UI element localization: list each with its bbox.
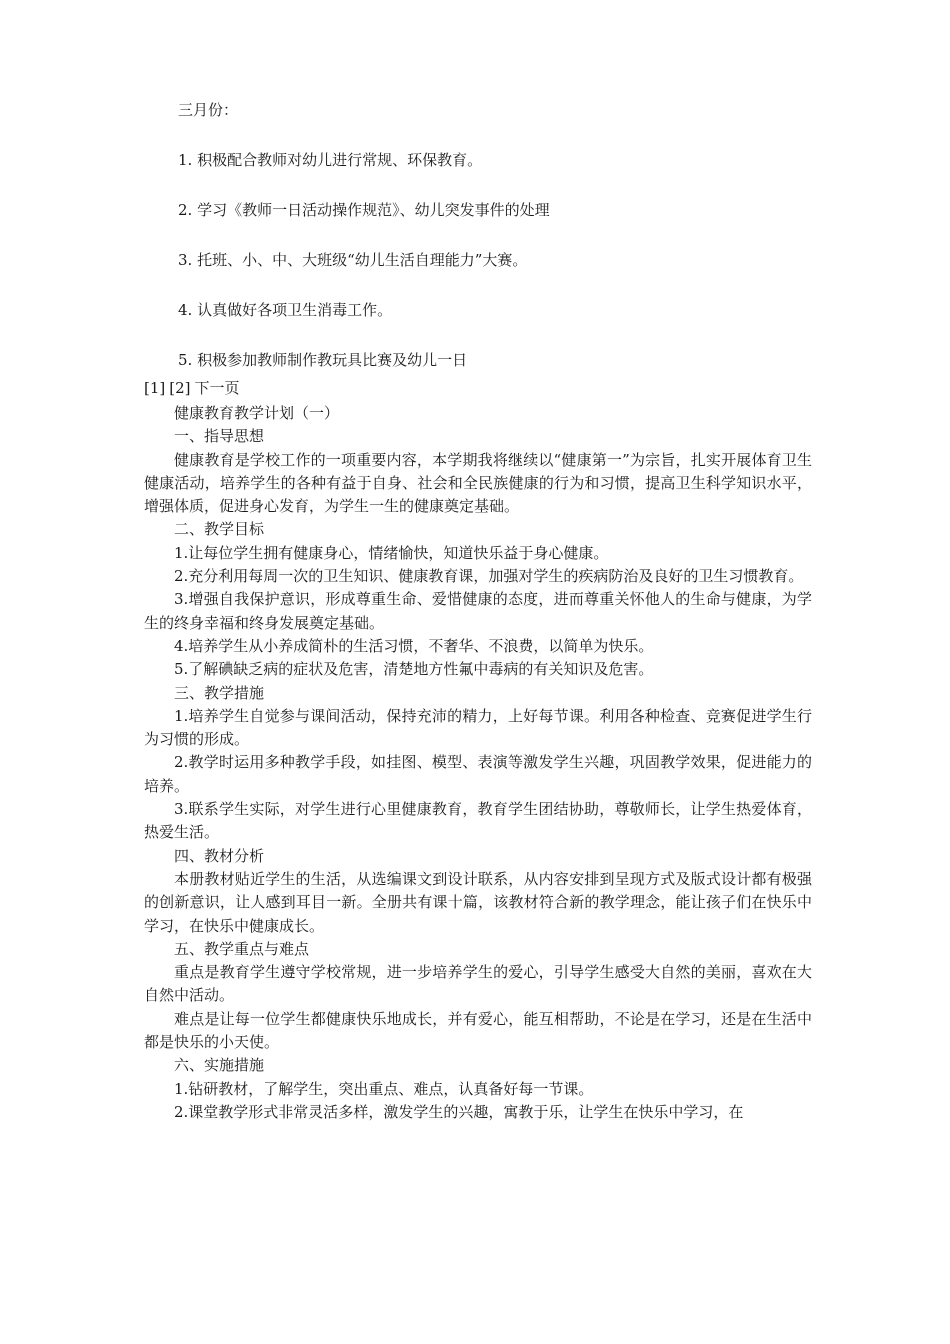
paragraph: 难点是让每一位学生都健康快乐地成长，并有爱心，能互相帮助，不论是在学习，还是在生活中都是快乐的小天使。 [144, 1009, 812, 1052]
paragraph: 本册教材贴近学生的生活，从选编课文到设计联系，从内容安排到呈现方式及版式设计都有极强的创新意识，让人感到耳目一新。全册共有课十篇，该教材符合新的教学理念，能让孩子们在快乐中学习，在快乐中健康成长。 [144, 869, 812, 935]
list-item: 3.增强自我保护意识，形成尊重生命、爱惜健康的态度，进而尊重关怀他人的生命与健康，为学生的终身幸福和终身发展奠定基础。 [144, 590, 812, 632]
list-item: 2.教学时运用多种教学手段，如挂图、模型、表演等激发学生兴趣，巩固教学效果，促进能力的培养。 [144, 753, 812, 795]
section-heading: 六、实施措施 [174, 1056, 265, 1075]
section-heading: 四、教材分析 [174, 846, 265, 865]
list-item: 1.培养学生自觉参与课间活动，保持充沛的精力，上好每节课。利用各种检查、竞赛促进学生行为习惯的形成。 [144, 706, 812, 749]
list-item: 3.联系学生实际，对学生进行心里健康教育，教育学生团结协助，尊敬师长，让学生热爱体育，热爱生活。 [144, 800, 812, 842]
monthly-plan-section [178, 100, 858, 370]
section-heading: 三、教学措施 [174, 683, 265, 702]
health-education-plan [144, 402, 812, 1124]
list-item: 4.培养学生从小养成简朴的生活习惯，不奢华、不浪费，以简单为快乐。 [174, 636, 654, 655]
list-item: 1.钻研教材，了解学生，突出重点、难点，认真备好每一节课。 [174, 1079, 594, 1098]
monthly-item: 2. 学习《教师一日活动操作规范》、幼儿突发事件的处理 [178, 201, 550, 219]
list-item: 2.课堂教学形式非常灵活多样，激发学生的兴趣，寓教于乐，让学生在快乐中学习，在 [174, 1102, 744, 1121]
section-heading: 二、教学目标 [174, 520, 265, 539]
monthly-item: 5. 积极参加教师制作教玩具比赛及幼儿一日 [178, 351, 468, 369]
paragraph: 重点是教育学生遵守学校常规，进一步培养学生的爱心，引导学生感受大自然的美丽，喜欢在大自然中活动。 [144, 963, 812, 1005]
month-heading: 三月份： [178, 101, 239, 119]
monthly-item: 4. 认真做好各项卫生消毒工作。 [178, 301, 393, 319]
next-page-link[interactable]: 下一页 [194, 379, 240, 397]
page-link-1[interactable]: [1] [144, 379, 166, 397]
list-item: 5.了解碘缺乏病的症状及危害，清楚地方性氟中毒病的有关知识及危害。 [174, 660, 654, 679]
monthly-item: 3. 托班、小、中、大班级“幼儿生活自理能力”大赛。 [178, 251, 528, 269]
plan-title: 健康教育教学计划（一） [174, 404, 340, 422]
section-heading: 一、指导思想 [174, 427, 265, 446]
paragraph: 健康教育是学校工作的一项重要内容，本学期我将继续以“健康第一”为宗旨，扎实开展体育卫生健康活动，培养学生的各种有益于自身、社会和全民族健康的行为和习惯，提高卫生科学知识水平，增强体质，促进身心发育，为学生一生的健康奠定基础。 [144, 450, 812, 516]
list-item: 1.让每位学生拥有健康身心，情绪愉快，知道快乐益于身心健康。 [174, 543, 609, 562]
page-link-2[interactable]: [2] [169, 379, 191, 397]
section-heading: 五、教学重点与难点 [174, 939, 310, 958]
pagination [144, 378, 244, 398]
monthly-item: 1. 积极配合教师对幼儿进行常规、环保教育。 [178, 151, 483, 169]
list-item: 2.充分利用每周一次的卫生知识、健康教育课，加强对学生的疾病防治及良好的卫生习惯教育。 [174, 567, 804, 586]
